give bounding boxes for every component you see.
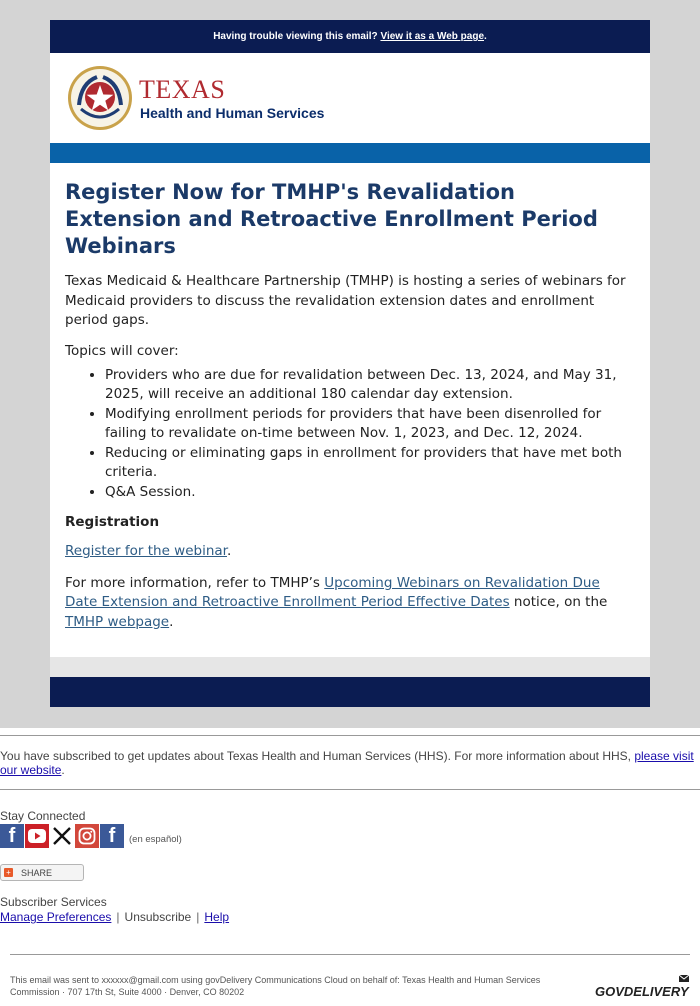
topics-heading: Topics will cover: xyxy=(65,342,179,359)
youtube-icon[interactable] xyxy=(25,824,49,848)
facebook-icon[interactable]: f xyxy=(0,824,24,848)
email-body xyxy=(50,20,650,707)
subscriber-services-label: Subscriber Services xyxy=(0,895,107,909)
list-item: • Modifying enrollment periods for providers that have been disenrolled for failing to revalidate on-time between Nov. 1, 2023, and Dec. 12, 2024. xyxy=(105,405,635,444)
register-paragraph xyxy=(65,542,635,562)
email-bottom-bar xyxy=(50,677,650,707)
x-icon[interactable] xyxy=(50,824,74,848)
espanol-label: (en español) xyxy=(129,833,182,845)
list-item: • Q&A Session. xyxy=(105,483,635,503)
upcoming-webinars-link[interactable]: Upcoming Webinars on Revalidation Due Date Extension and Retroactive Enrollment Period Effective Dates xyxy=(65,574,600,610)
article-content xyxy=(50,163,650,632)
more-info-paragraph xyxy=(65,574,635,633)
more-info-text: For more information, refer to TMHP’s xyxy=(65,574,325,591)
share-label: SHARE xyxy=(21,867,53,878)
footer-divider xyxy=(0,735,700,736)
trouble-viewing-text: Having trouble viewing this email? xyxy=(213,31,378,42)
intro-paragraph: Texas Medicaid & Healthcare Partnership (TMHP) is hosting a series of webinars for Medicaid providers to discuss the revalidation extension dates and enrollment period gaps. xyxy=(65,273,626,328)
email-top-bar xyxy=(50,20,650,53)
subscribed-notice xyxy=(0,749,700,777)
blue-divider-bar xyxy=(50,143,650,163)
manage-preferences-link[interactable]: Manage Preferences xyxy=(0,910,112,924)
govdelivery-logo[interactable] xyxy=(595,974,690,1000)
facebook-espanol-icon[interactable]: f xyxy=(100,824,124,848)
article-title: Register Now for TMHP's Revalidation Extension and Retroactive Enrollment Period Webinars xyxy=(65,180,598,258)
texas-seal-icon xyxy=(67,65,133,131)
footer-divider xyxy=(0,789,700,790)
instagram-icon[interactable] xyxy=(75,824,99,848)
share-plus-icon: + xyxy=(4,868,13,877)
social-links xyxy=(0,824,182,848)
registration-heading: Registration xyxy=(65,514,160,530)
stay-connected-label: Stay Connected xyxy=(0,809,86,823)
register-period: . xyxy=(226,543,232,559)
link-separator: | xyxy=(196,910,200,924)
unsubscribe-link[interactable]: Unsubscribe xyxy=(124,910,192,924)
view-as-web-page-link[interactable]: View it as a Web page xyxy=(380,31,485,42)
share-button[interactable] xyxy=(0,864,84,881)
list-item: • Providers who are due for revalidation between Dec. 13, 2024, and May 31, 2025, will receive an additional 180 calendar day extension. xyxy=(105,366,635,405)
subscribed-text: You have subscribed to get updates about Texas Health and Human Services (HHS). For more information about HHS, xyxy=(0,749,635,763)
light-gray-bar xyxy=(50,657,650,677)
tmhp-webpage-link[interactable]: TMHP webpage xyxy=(65,613,170,630)
govdelivery-brand-text: GOVDELIVERY xyxy=(595,984,689,999)
fine-print: This email was sent to xxxxxx@gmail.com using govDelivery Communications Cloud on behalf of: Texas Health and Human Services Commission · 707 17th St, Suite 4000 · Denver, CO 80202 xyxy=(10,975,541,997)
logo-agency-text: Health and Human Services xyxy=(140,105,325,121)
register-webinar-link[interactable]: Register for the webinar xyxy=(65,543,227,559)
footer-divider xyxy=(10,954,690,955)
topics-list xyxy=(65,366,635,503)
more-info-mid-text: notice, on the xyxy=(509,594,608,610)
list-item: • Reducing or eliminating gaps in enrollment for providers that have met both criteria. xyxy=(105,444,635,483)
logo-texas-text: TEXAS xyxy=(139,75,226,104)
visit-website-link[interactable]: please visit our website xyxy=(0,749,694,777)
top-bar-period: . xyxy=(484,31,487,42)
hhs-logo[interactable] xyxy=(50,53,650,143)
subscriber-services-links xyxy=(0,910,229,924)
more-info-period: . xyxy=(169,613,174,630)
link-separator: | xyxy=(116,910,120,924)
help-link[interactable]: Help xyxy=(204,910,230,924)
visit-period: . xyxy=(61,763,65,777)
